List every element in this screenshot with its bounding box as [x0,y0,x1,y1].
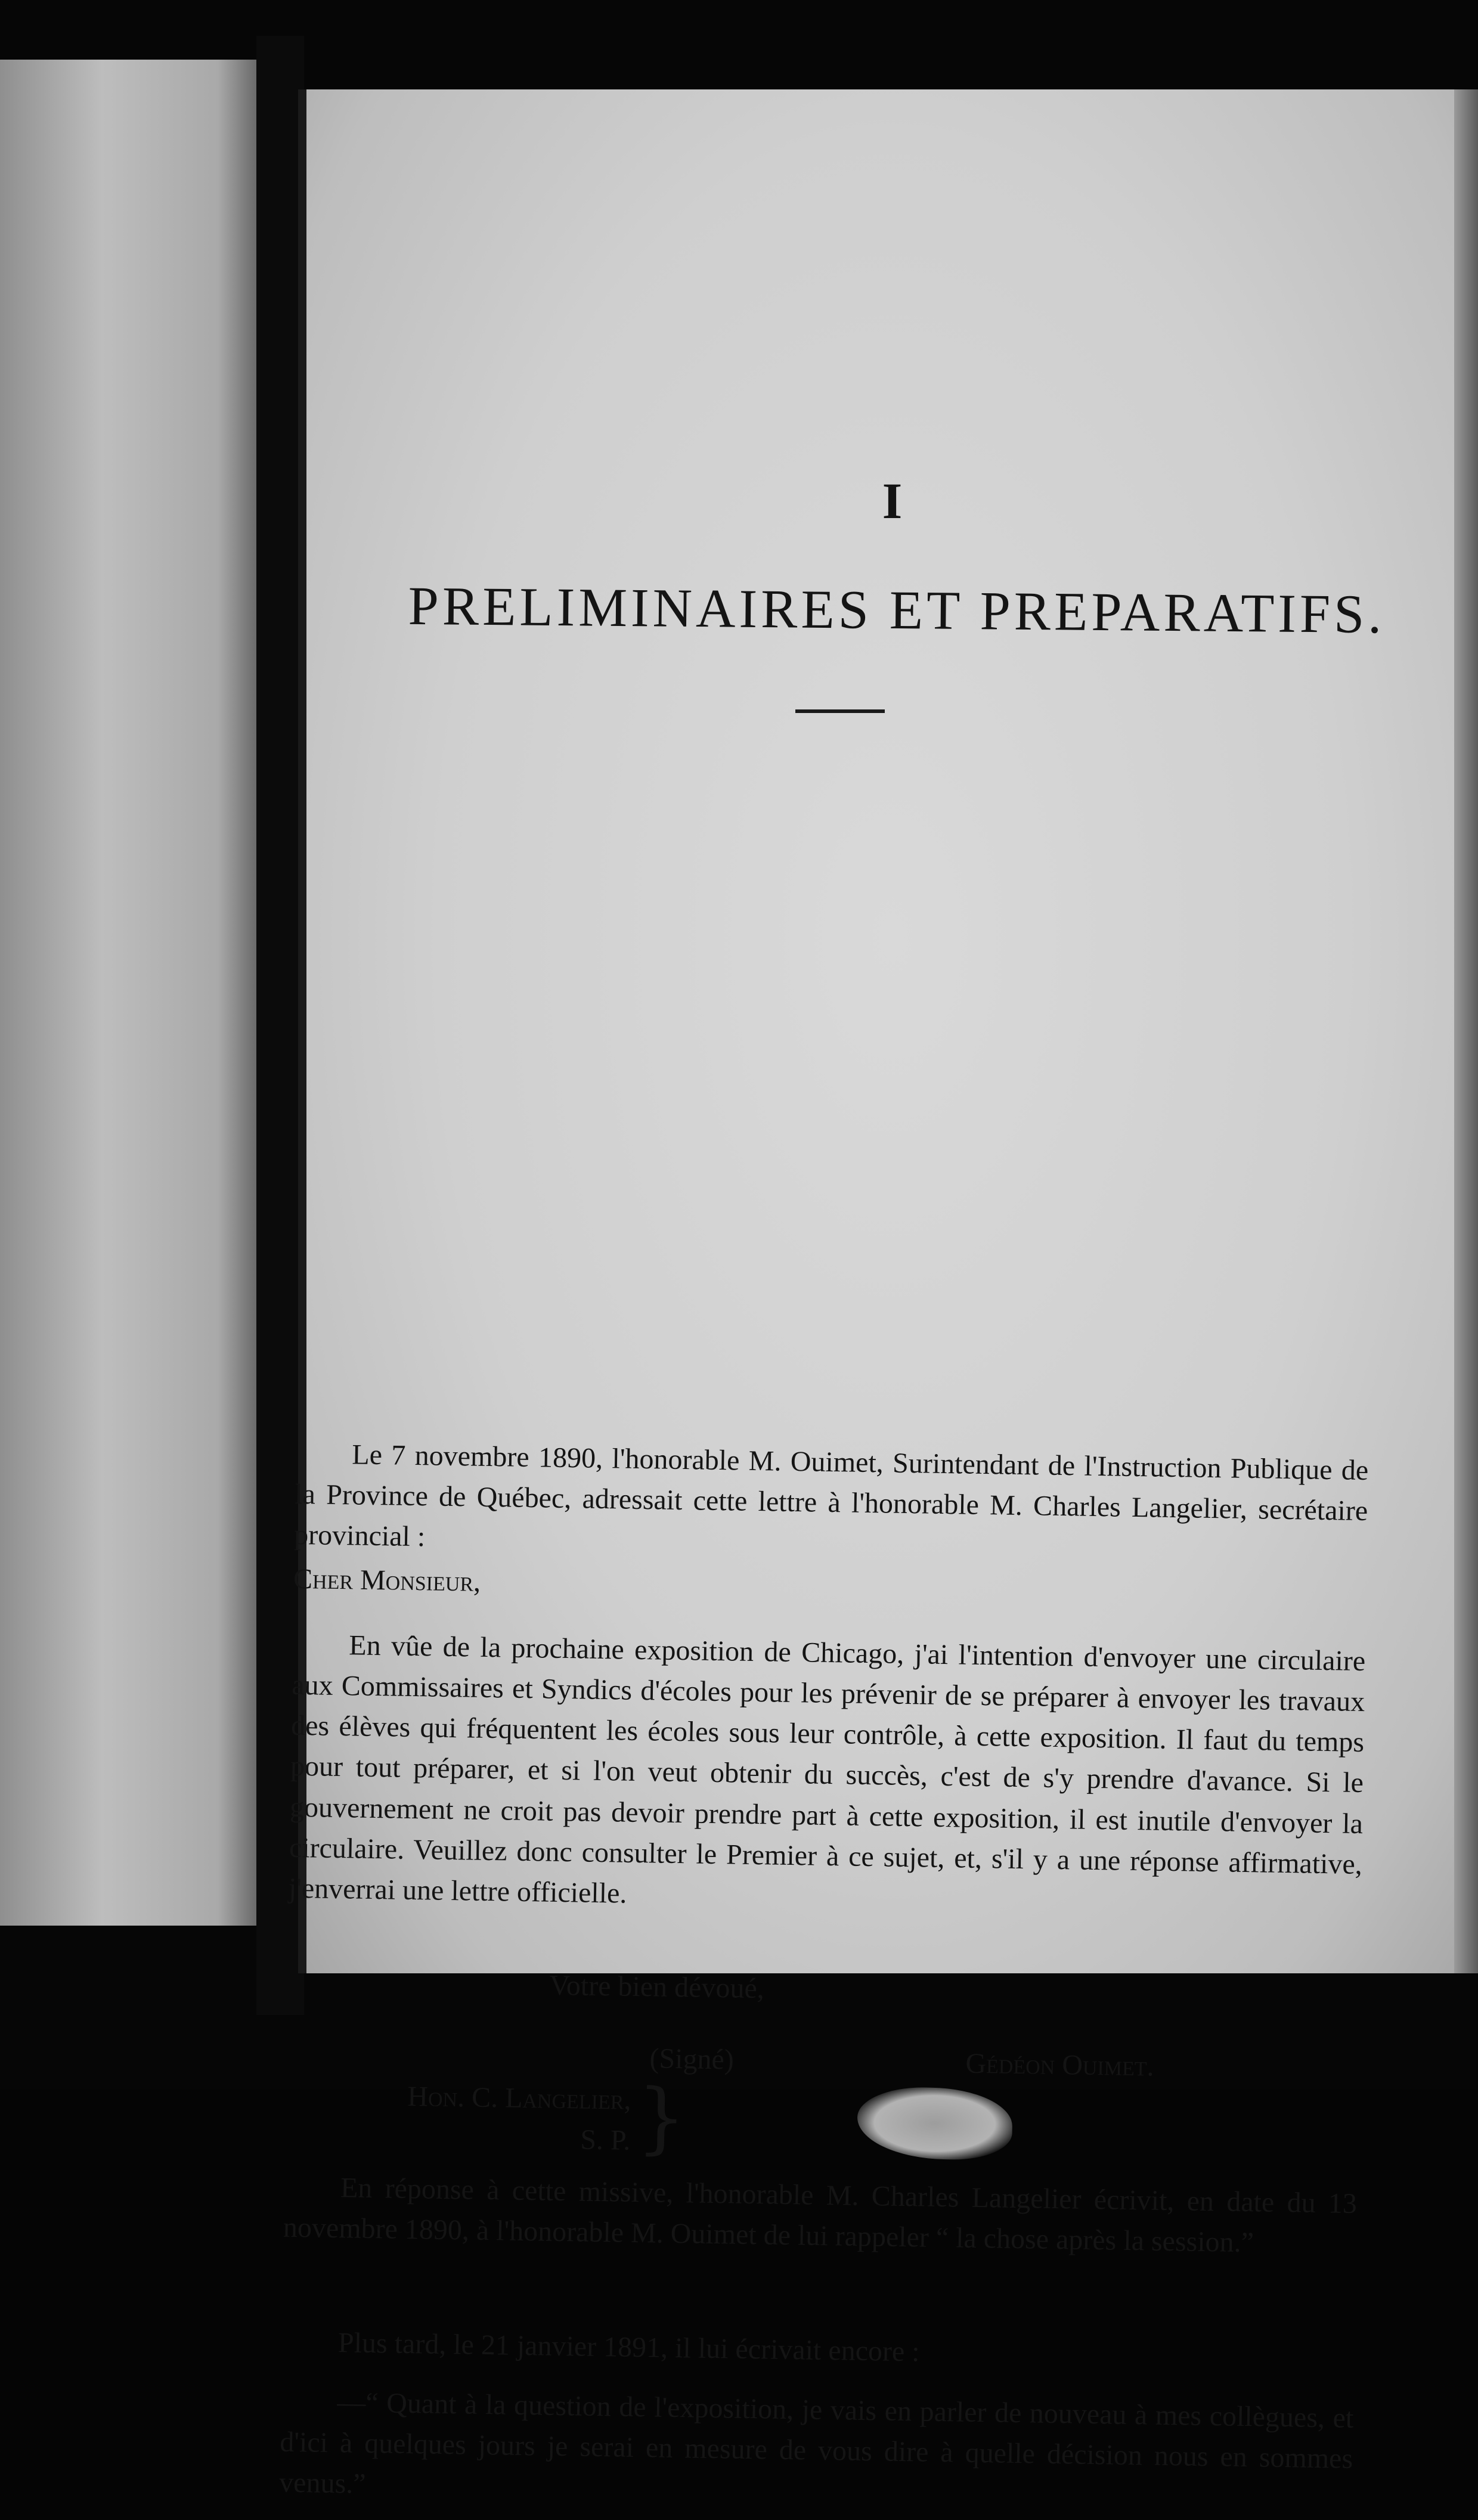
title-rule [795,709,885,713]
addressee-title: S. P. [580,2124,631,2156]
reply-paragraph: En réponse à cette missive, l'honorable M. Charles Langelier écrivit, en date du 13 novembre 1890, à l'honorable M. Ouimet de lui rappeler “ la chose après la session.” [283,2172,1358,2259]
intro-paragraph: Le 7 novembre 1890, l'honorable M. Ouimet, Surintendant de l'Instruction Publique de la Province de Québec, adressait cette lettre à l'honorable M. Charles Langelier, secrétaire provincial : [293,1439,1369,1553]
signer-name: Gédéon Ouimet. [965,2047,1155,2082]
left-page-edge [0,60,256,1926]
document-body [278,748,1380,2500]
quote-paragraph: —“ Quant à la question de l'exposition, je vais en parler de nouveau à mes collègues, et d'ici à quelques jours je serai en mesure de vous dire à quelle décision nous en sommes venus.” [278,2386,1354,2500]
addressee-block [272,2074,631,2161]
letter-closing: Votre bien dévoué, [549,1969,765,2005]
addressee-brace: } [636,2071,687,2163]
chapter-title: PRELIMINAIRES ET PREPARATIFS. [408,575,1386,645]
paper-stain [857,2087,1013,2161]
page-edge-shadow [1454,89,1478,1973]
document-page [278,89,1478,2500]
letter-body: En vûe de la prochaine exposition de Chicago, j'ai l'intention d'envoyer une circulaire aux Commissaires et Syndics d'écoles pour les prévenir de se préparer à envoyer les travaux des élèves qui fréquentent les écoles sous leur contrôle, à cette exposition. Il faut du temps pour tout préparer, et si l'on veut obtenir du succès, c'est de s'y prendre d'avance. Si le gouvernement ne croit pas devoir prendre part à cette exposition, il est inutile d'envoyer la circulaire. Veuillez donc consulter le Premier à ce sujet, et, s'il y a une réponse affirmative, j'enverrai une lettre officielle. [288,1629,1366,1910]
chapter-number: I [882,472,903,529]
later-paragraph: Plus tard, le 21 janvier 1891, il lui écrivait encore : [337,2327,921,2368]
addressee-name: Hon. C. Langelier, [407,2080,631,2116]
signed-label: (Signé) [649,2042,735,2076]
letter-salutation: Cher Monsieur, [293,1563,481,1598]
